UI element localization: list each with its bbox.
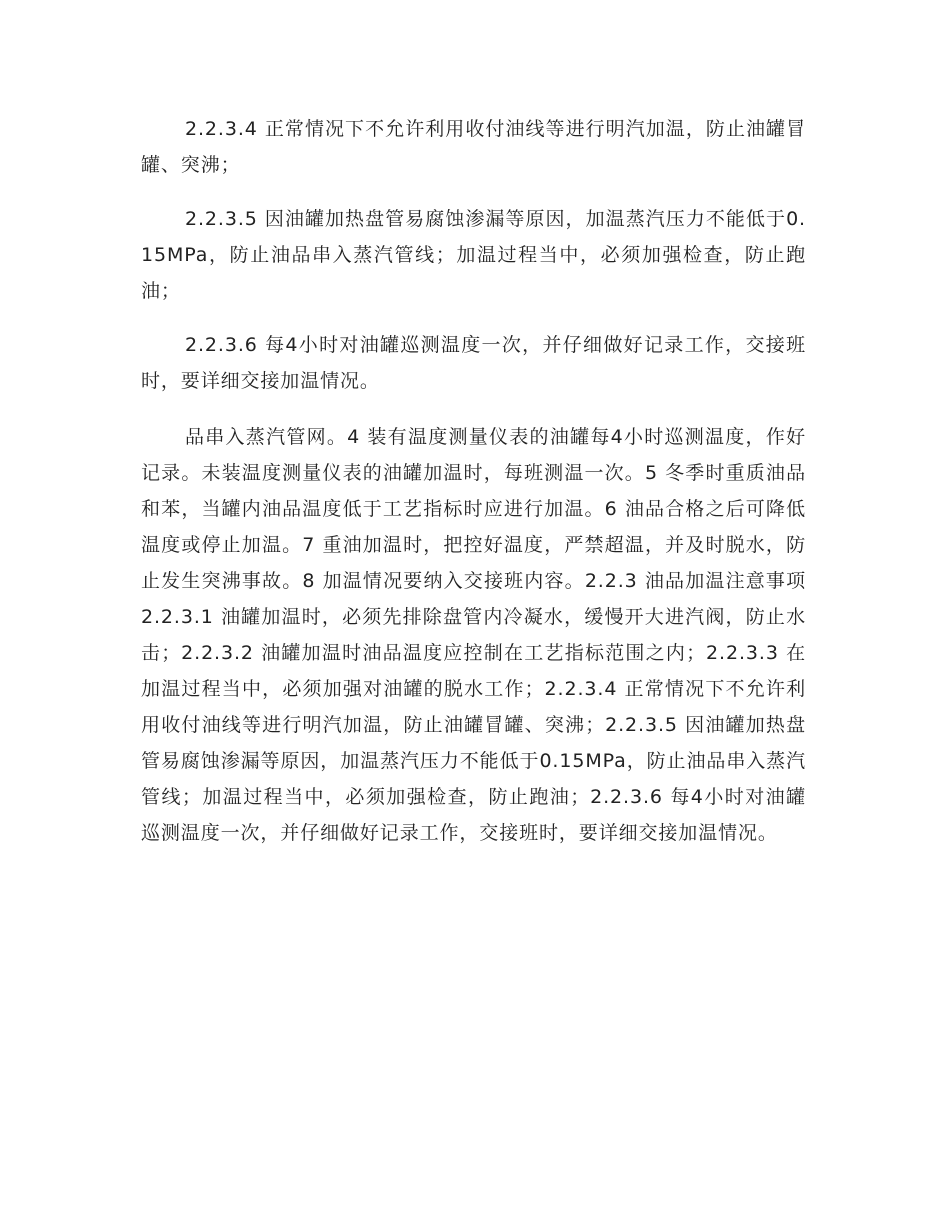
document-body	[141, 111, 806, 869]
paragraph-summary: 品串入蒸汽管网。4 装有温度测量仪表的油罐每4小时巡测温度，作好记录。未装温度测量仪表的油罐加温时，每班测温一次。5 冬季时重质油品和苯，当罐内油品温度低于工艺指标时应进行加温。6 油品合格之后可降低温度或停止加温。7 重油加温时，把控好温度，严禁超温，并及时脱水，防止发生突沸事故。8 加温情况要纳入交接班内容。2.2.3 油品加温注意事项2.2.3.1 油罐加温时，必须先排除盘管内冷凝水，缓慢开大进汽阀，防止水击；2.2.3.2 油罐加温时油品温度应控制在工艺指标范围之内；2.2.3.3 在加温过程当中，必须加强对油罐的脱水工作；2.2.3.4 正常情况下不允许利用收付油线等进行明汽加温，防止油罐冒罐、突沸；2.2.3.5 因油罐加热盘管易腐蚀渗漏等原因，加温蒸汽压力不能低于0.15MPa，防止油品串入蒸汽管线；加温过程当中，必须加强检查，防止跑油；2.2.3.6 每4小时对油罐巡测温度一次，并仔细做好记录工作，交接班时，要详细交接加温情况。	[141, 426, 806, 844]
paragraph-2-2-3-4: 2.2.3.4 正常情况下不允许利用收付油线等进行明汽加温，防止油罐冒罐、突沸；	[141, 118, 806, 176]
paragraph-2-2-3-5: 2.2.3.5 因油罐加热盘管易腐蚀渗漏等原因，加温蒸汽压力不能低于0.15MPa，防止油品串入蒸汽管线；加温过程当中，必须加强检查，防止跑油；	[141, 208, 806, 302]
paragraph-2-2-3-6: 2.2.3.6 每4小时对油罐巡测温度一次，并仔细做好记录工作，交接班时，要详细交接加温情况。	[141, 334, 806, 392]
